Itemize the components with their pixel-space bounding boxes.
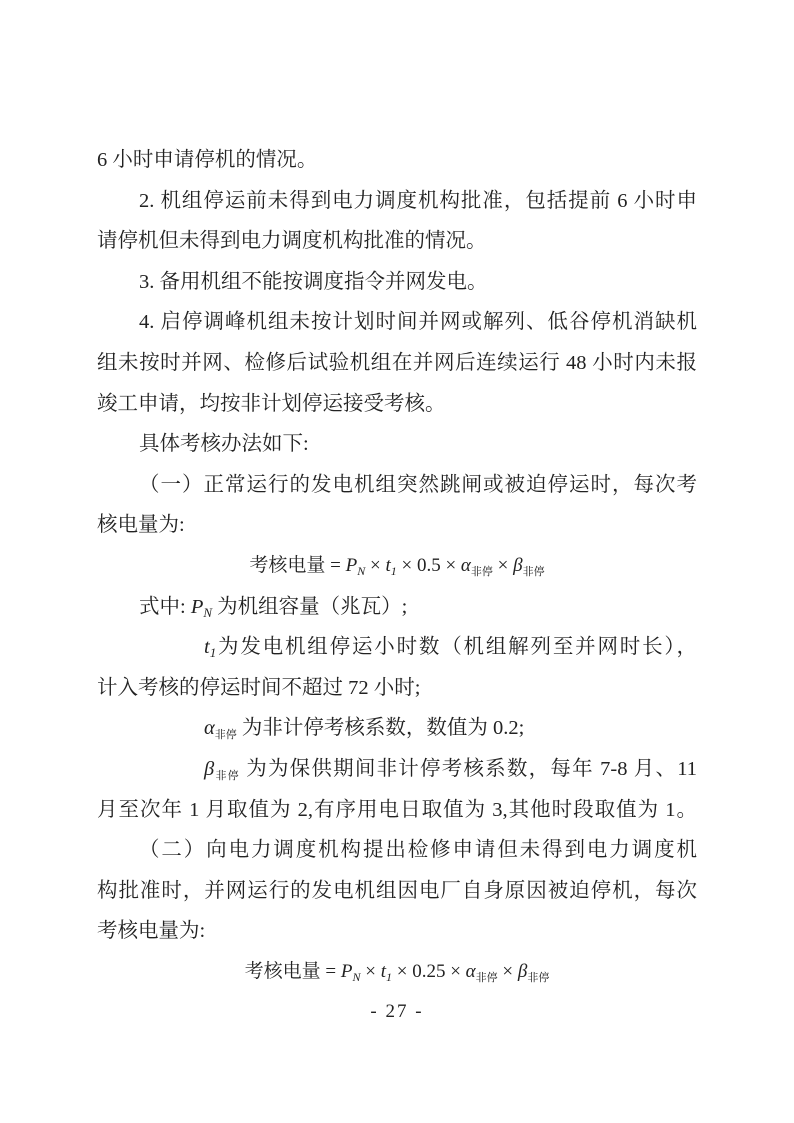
formula-sub-feiting: 非停: [527, 971, 550, 984]
text-line-continuation: 考核电量为:: [97, 920, 206, 943]
formula-var-t: t: [385, 554, 391, 576]
text-line-continuation: 月至次年 1 月取值为 2,有序用电日取值为 3,其他时段取值为 1。: [97, 798, 697, 821]
formula-sub-feiting: 非停: [470, 565, 493, 578]
formula-var-alpha: α: [465, 960, 476, 982]
multiply-sign: ×: [445, 960, 466, 982]
document-body: [97, 140, 697, 992]
text-line-methods-intro: 具体考核办法如下:: [139, 433, 309, 456]
formula-coefficient: 0.5: [416, 554, 441, 576]
formula-var-beta: β: [204, 757, 215, 780]
text-line-continuation: 构批准时，并网运行的发电机组因电厂自身原因被迫停机，每次: [97, 879, 697, 902]
formula-sub-1: 1: [385, 969, 392, 984]
where-label: 式中:: [139, 595, 191, 618]
formula-sub-feiting: 非停: [475, 971, 498, 984]
definition-text: 为发电机组停运小时数（机组解列至并网时长），: [216, 636, 697, 659]
formula-sub-feiting: 非停: [522, 565, 545, 578]
formula-sub-1: 1: [209, 645, 217, 661]
formula-coefficient: 0.25: [412, 960, 446, 982]
multiply-sign: ×: [396, 554, 417, 576]
text-line-item-2: 2. 机组停运前未得到电力调度机构批准，包括提前 6 小时申: [139, 189, 697, 212]
text-line-case-1: （一）正常运行的发电机组突然跳闸或被迫停运时，每次考: [139, 473, 697, 496]
formula-var-t: t: [380, 960, 386, 982]
text-line-continuation: 请停机但未得到电力调度机构批准的情况。: [97, 230, 487, 253]
formula-var-P: P: [340, 960, 353, 982]
multiply-sign: ×: [391, 960, 413, 982]
text-line-item-3: 3. 备用机组不能按调度指令并网发电。: [139, 270, 488, 293]
formula-var-P: P: [345, 554, 358, 576]
multiply-sign: ×: [360, 960, 381, 982]
text-line-where-t: [97, 627, 697, 668]
multiply-sign: ×: [497, 960, 518, 982]
formula-var-alpha: α: [460, 554, 471, 576]
text-line-continuation: 6 小时申请停机的情况。: [97, 149, 318, 171]
text-line-continuation: 核电量为:: [97, 514, 185, 537]
multiply-sign: ×: [440, 554, 461, 576]
formula-lhs: 考核电量 =: [244, 960, 341, 982]
page-number: - 27 -: [370, 1001, 424, 1022]
formula-sub-feiting: 非停: [214, 729, 237, 742]
definition-text: 为非计停考核系数，数值为 0.2;: [236, 717, 525, 740]
assessment-formula-sudden-trip: [97, 546, 697, 587]
text-line-continuation: 组未按时并网、检修后试验机组在并网后连续运行 48 小时内未报: [97, 351, 697, 374]
multiply-sign: ×: [365, 554, 386, 576]
formula-var-t: t: [204, 636, 210, 659]
formula-var-alpha: α: [204, 717, 215, 740]
formula-var-P: P: [190, 595, 204, 618]
definition-text: 为为保供期间非计停考核系数，每年 7-8 月、11: [239, 757, 697, 780]
definition-text: 为机组容量（兆瓦）;: [212, 595, 408, 618]
formula-var-beta: β: [517, 960, 528, 982]
text-line-continuation: 计入考核的停运时间不超过 72 小时;: [97, 676, 421, 699]
text-line-where-P: [97, 587, 697, 628]
formula-var-beta: β: [513, 554, 523, 576]
formula-sub-N: N: [203, 604, 213, 620]
formula-sub-N: N: [352, 969, 361, 984]
formula-lhs: 考核电量 =: [249, 554, 346, 576]
text-line-item-4: 4. 启停调峰机组未按计划时间并网或解列、低谷停机消缺机: [139, 311, 697, 334]
text-line-continuation: 竣工申请，均按非计划停运接受考核。: [97, 392, 446, 415]
text-line-where-beta: [97, 749, 697, 790]
text-line-case-2: （二）向电力调度机构提出检修申请但未得到电力调度机: [139, 839, 697, 862]
assessment-formula-maintenance: [97, 952, 697, 993]
formula-sub-feiting: 非停: [214, 769, 240, 782]
multiply-sign: ×: [492, 554, 514, 576]
formula-sub-1: 1: [390, 563, 397, 578]
formula-sub-N: N: [357, 563, 366, 578]
text-line-where-alpha: [97, 708, 697, 749]
